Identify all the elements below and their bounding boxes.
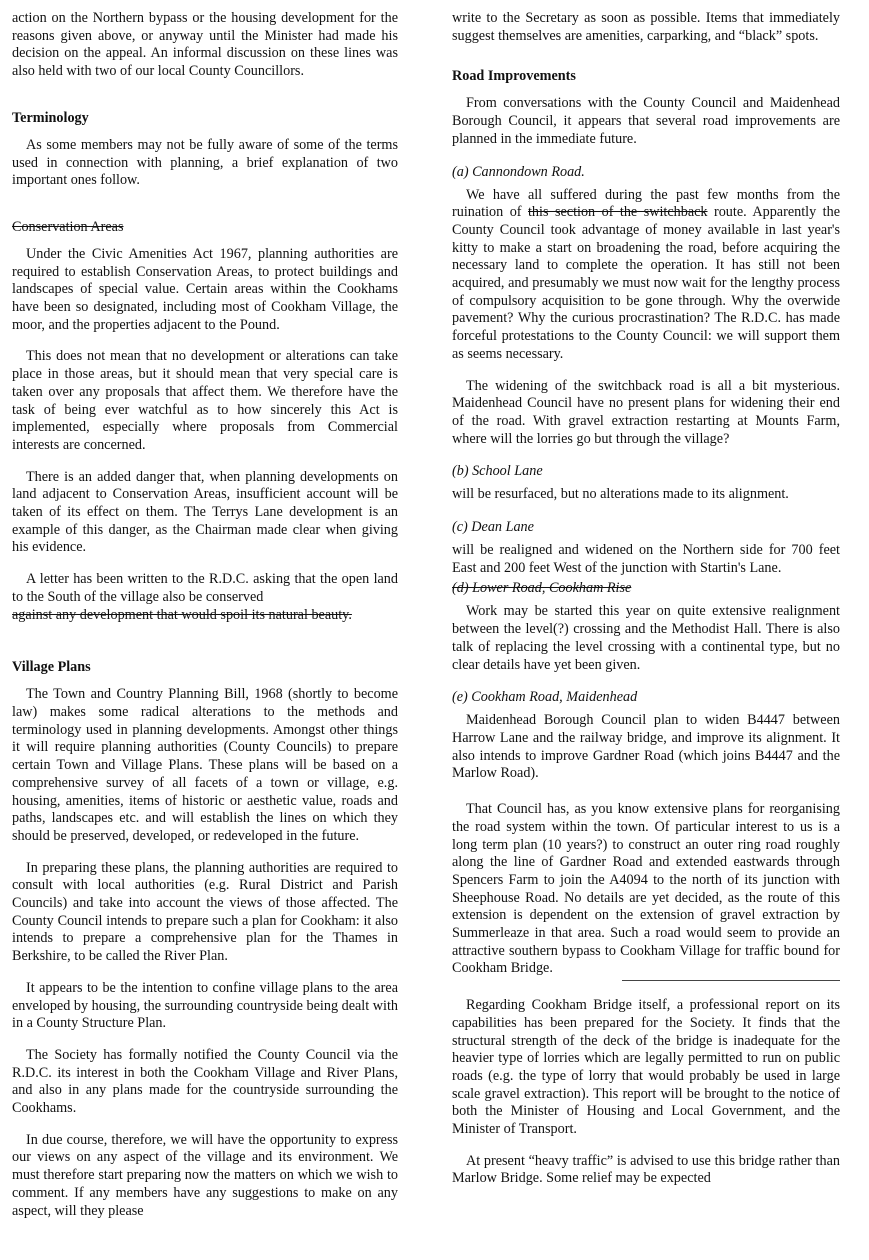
paragraph-cookham-road-2: That Council has, as you know extensive plans for reorganising the road system within the town. Of particular interest to us is a long term plan (10 years?) to construct an outer ring road roughly along the line of Gardner Road and extended eastwards through Spencers Farm to join the A4094 to the north of its junction with Sheephouse Road. No details are yet decided, as the route of this extension is dependent on the extension of gravel extraction by Summerleaze in that area. Such a road would seem to provide an attractive southern bypass to Cookham Village for traffic bound for Cookham Bridge.	[452, 801, 840, 977]
paragraph-lower-road: Work may be started this year on quite extensive realignment between the level(?) crossing and the Methodist Hall. There is also talk of replacing the level crossing with a continental type, but no clear details have yet been given.	[452, 603, 840, 673]
cannondown-struck-text: this section of the switchback	[527, 204, 708, 221]
paragraph-village-plans-4: The Society has formally notified the County Council via the R.D.C. its interest in both the Cookham Village and River Plans, and also in any plans made for the countryside surrounding the Cookhams.	[12, 1046, 398, 1117]
paragraph-heavy-traffic: At present “heavy traffic” is advised to use this bridge rather than Marlow Bridge. Some relief may be expected	[452, 1152, 840, 1187]
heading-cannondown-road: (a) Cannondown Road.	[452, 163, 585, 180]
paragraph-conservation-4-end: against any development that would spoil its natural beauty.	[12, 606, 352, 623]
paragraph-school-lane: will be resurfaced, but no alterations made to its alignment.	[452, 486, 789, 503]
paragraph-cookham-road-1: Maidenhead Borough Council plan to widen B4447 between Harrow Lane and the railway bridge, and improve its alignment. It also intends to improve Gardner Road (which joins B4447 and the Marlow Road).	[452, 712, 840, 782]
paragraph-continued: write to the Secretary as soon as possible. Items that immediately suggest themselves are amenities, carparking, and “black” spots.	[452, 10, 840, 44]
paragraph-village-plans-2: In preparing these plans, the planning authorities are required to consult with local authorities (e.g. Rural District and Parish Councils) and take into account the views of those affected. The County Council intends to prepare such a plan for Cookham: it also intends to prepare a comprehensive plan for the Thames in Berkshire, to be called the River Plan.	[12, 859, 398, 965]
paragraph-village-plans-1: The Town and Country Planning Bill, 1968 (shortly to become law) makes some radical alterations to the methods and terminology used in planning developments. Amongst other things it will require planning authorities (County Councils) to prepare certain Town and Village Plans. These plans will be based on a comprehensive survey of all facets of a town or village, e.g. housing, amenities, items of historic or aesthetic value, roads and paths, landscapes etc. and will establish the lines on which they should be preserved, developed, or redeveloped in the future.	[12, 686, 398, 844]
heading-conservation-areas: Conservation Areas	[12, 218, 124, 235]
heading-cookham-road: (e) Cookham Road, Maidenhead	[452, 689, 638, 706]
left-column	[12, 10, 398, 1234]
paragraph-conservation-2: This does not mean that no development or alterations can take place in those areas, but it should mean that very special care is taken over any proposals that affect them. We therefore have the task of being ever watchful as to how sincerely this Act is implemented, especially where proposals from Commercial interests are concerned.	[12, 348, 398, 453]
paragraph-cannondown-2: The widening of the switchback road is all a bit mysterious. Maidenhead Council have no present plans for widening their end of the road. With gravel extraction restarting at Mounts Farm, where will the lorries go but through the village?	[452, 377, 840, 447]
heading-school-lane: (b) School Lane	[452, 463, 543, 480]
heading-lower-road: (d) Lower Road, Cookham Rise	[452, 580, 632, 597]
heading-dean-lane: (c) Dean Lane	[452, 519, 534, 536]
paragraph-village-plans-5: In due course, therefore, we will have the opportunity to express our views on any aspect of the village and its environment. We must therefore start preparing now the matters on which we wish to comment. If any members have any suggestions to make on any aspect, will they please	[12, 1131, 398, 1219]
divider-line	[622, 980, 840, 981]
paragraph-conservation-1: Under the Civic Amenities Act 1967, planning authorities are required to establish Conservation Areas, to protect buildings and landscapes of special value. Certain areas within the Cookhams have been so designated, including most of Cookham Village, the moor, and the properties adjacent to the Pound.	[12, 245, 398, 333]
right-column	[452, 10, 840, 1202]
paragraph-village-plans-3: It appears to be the intention to confine village plans to the area enveloped by housing, the surrounding countryside being dealt with in a County Structure Plan.	[12, 979, 398, 1032]
paragraph-dean-lane: will be realigned and widened on the Northern side for 700 feet East and 200 feet West of the junction with Startin's Lane.	[452, 542, 840, 576]
paragraph-road-improvements: From conversations with the County Council and Maidenhead Borough Council, it appears that several road improvements are planned in the immediate future.	[452, 95, 840, 147]
paragraph-conservation-3: There is an added danger that, when planning developments on land adjacent to Conservation Areas, insufficient account will be taken of its effect on them. The Terrys Lane development is an example of this danger, as the Chairman made clear when giving his evidence.	[12, 468, 398, 556]
heading-road-improvements: Road Improvements	[452, 68, 576, 85]
cannondown-text-1: We have all suffered during the past few months from the ruination of	[452, 186, 840, 221]
heading-terminology: Terminology	[12, 109, 89, 126]
paragraph-conservation-4: A letter has been written to the R.D.C. asking that the open land to the South of the village also be conserved	[12, 571, 398, 605]
heading-village-plans: Village Plans	[12, 659, 91, 676]
paragraph-terminology: As some members may not be fully aware of some of the terms used in connection with planning, a brief explanation of two important ones follow.	[12, 136, 398, 189]
paragraph-cannondown-1	[452, 187, 840, 364]
paragraph-intro: action on the Northern bypass or the housing development for the reasons given above, or anyway until the Minister had made his decision on the appeal. An informal discussion on these lines was also held with two of our local County Councillors.	[12, 10, 398, 80]
paragraph-cookham-bridge: Regarding Cookham Bridge itself, a professional report on its capabilities has been prepared for the Society. It finds that the structural strength of the deck of the bridge is inadequate for the heavier type of lorries which are legally permitted to run on public roads (e.g. the type of lorry that would probably be used in large scale gravel extraction). This report will be brought to the notice of both the Minister of Housing and Local Government, and the Minister of Transport.	[452, 997, 840, 1138]
cannondown-text-2: route. Apparently the County Council took advantage of money available in last year's kitty to make a start on broadening the road, before acquiring the necessary land to complete the operation. It has still not been acquired, and presumably we must now wait for the lengthy process of compulsory acquisition to be gone through. Why the overwide pavement? Why the curious procrastination? The R.D.C. has made forceful protestations to the County Council: we will support them as seems necessary.	[452, 204, 840, 362]
